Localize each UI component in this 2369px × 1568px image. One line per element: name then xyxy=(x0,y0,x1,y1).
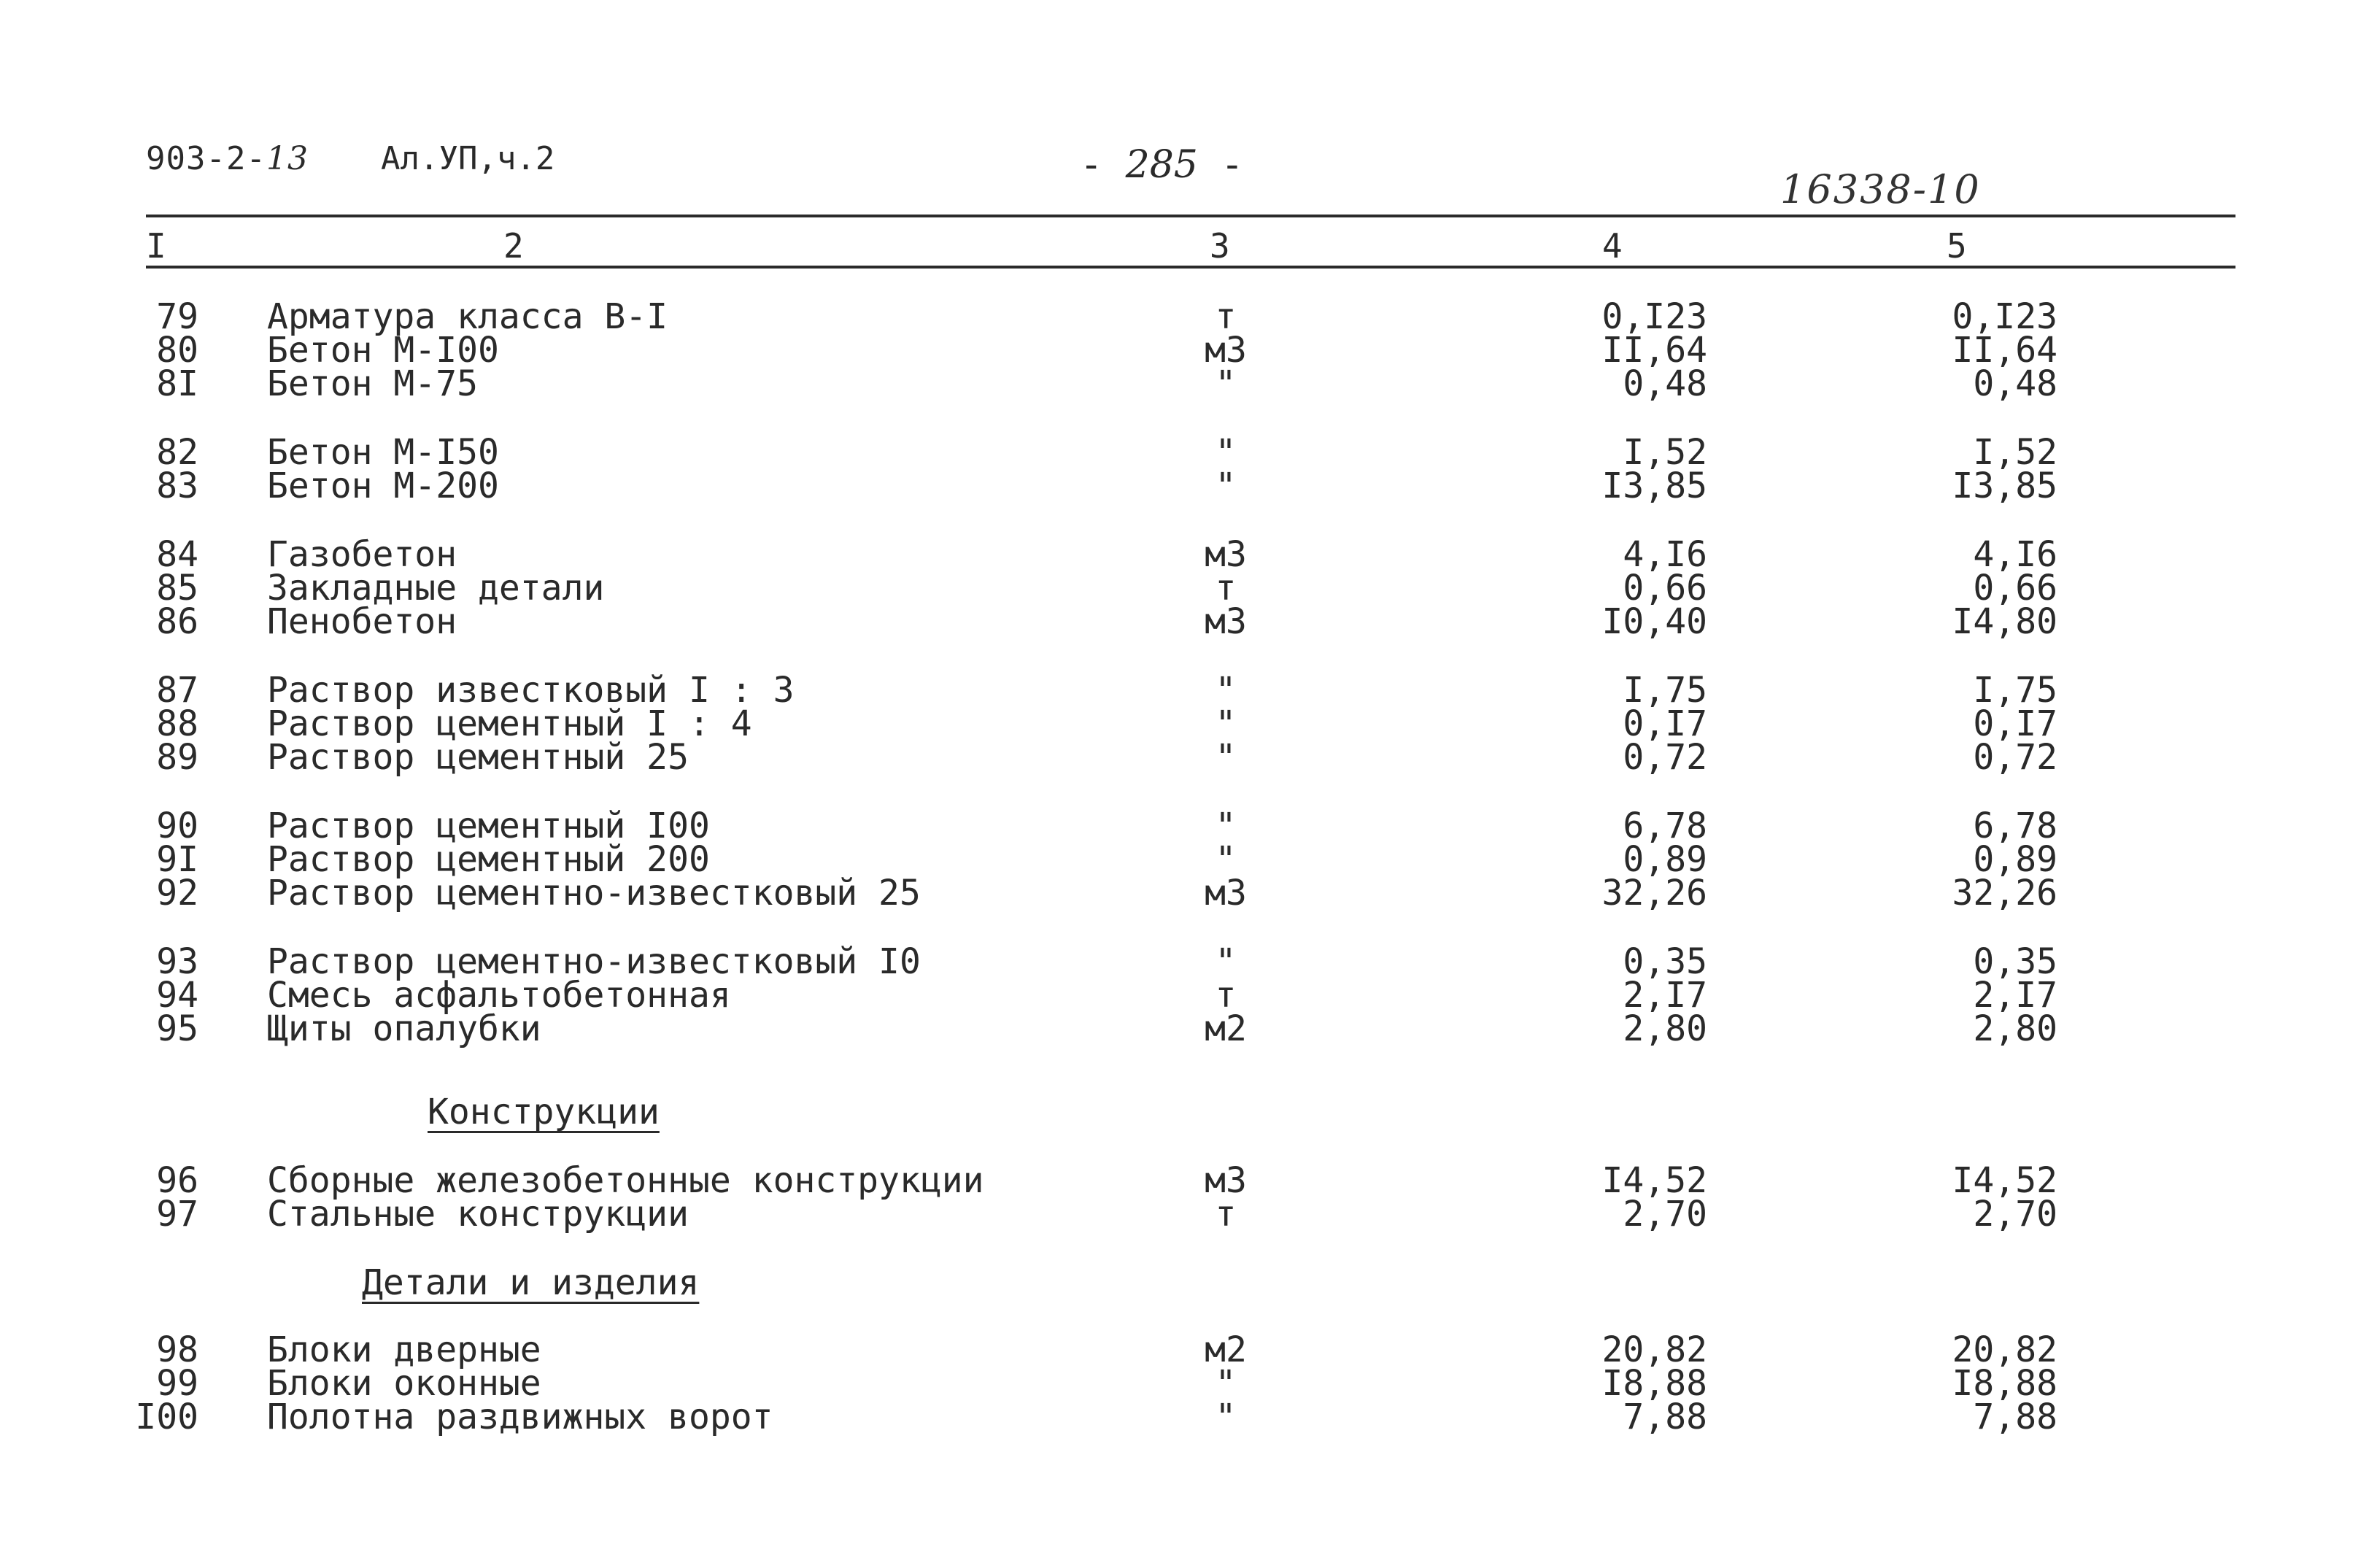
row-unit: " xyxy=(1215,806,1237,846)
table-row xyxy=(0,601,2369,642)
row-unit: м3 xyxy=(1205,534,1247,575)
row-name: Раствор цементный I : 4 xyxy=(267,703,752,744)
row-value-4: I,52 xyxy=(1623,432,1707,473)
row-value-4: 0,66 xyxy=(1623,568,1707,609)
row-number: 99 xyxy=(156,1363,198,1404)
row-value-5: 0,48 xyxy=(1973,363,2057,404)
row-value-4: I3,85 xyxy=(1601,466,1707,506)
table-row xyxy=(0,873,2369,914)
row-number: 95 xyxy=(156,1008,198,1049)
row-number: 94 xyxy=(156,975,198,1016)
row-value-5: 0,35 xyxy=(1973,941,2057,982)
row-value-4: 6,78 xyxy=(1623,806,1707,846)
row-unit: " xyxy=(1215,737,1237,778)
table-row xyxy=(0,534,2369,575)
row-value-5: 0,72 xyxy=(1973,737,2057,778)
row-unit: " xyxy=(1215,363,1237,404)
table-row xyxy=(0,1363,2369,1404)
row-name: Бетон М-200 xyxy=(267,466,499,506)
row-name: Раствор цементно-известковый I0 xyxy=(267,941,921,982)
row-name: Закладные детали xyxy=(267,568,605,609)
row-value-4: 32,26 xyxy=(1601,873,1707,914)
row-unit: м2 xyxy=(1205,1329,1247,1370)
row-value-5: I4,80 xyxy=(1952,601,2057,642)
document-code xyxy=(146,140,309,177)
row-value-4: 0,I7 xyxy=(1623,703,1707,744)
table-row xyxy=(0,839,2369,880)
table-row xyxy=(0,975,2369,1016)
row-value-4: 2,I7 xyxy=(1623,975,1707,1016)
page-number-value: 285 xyxy=(1125,143,1198,187)
row-unit: м2 xyxy=(1205,1008,1247,1049)
row-unit: " xyxy=(1215,466,1237,506)
table-row xyxy=(0,670,2369,711)
row-value-4: 2,70 xyxy=(1623,1194,1707,1235)
row-value-5: 2,70 xyxy=(1973,1194,2057,1235)
column-header-3: 3 xyxy=(1210,226,1230,266)
column-header-4: 4 xyxy=(1602,226,1623,266)
row-name: Бетон М-75 xyxy=(267,363,478,404)
row-value-5: 0,I7 xyxy=(1973,703,2057,744)
row-number: 89 xyxy=(156,737,198,778)
row-unit: т xyxy=(1215,568,1237,609)
table-row xyxy=(0,1397,2369,1437)
row-value-5: II,64 xyxy=(1952,330,2057,371)
table-row xyxy=(0,806,2369,846)
row-number: 92 xyxy=(156,873,198,914)
table-top-rule xyxy=(146,215,2235,217)
row-number: 80 xyxy=(156,330,198,371)
row-value-4: 0,I23 xyxy=(1601,296,1707,337)
table-row xyxy=(0,1160,2369,1201)
row-unit: т xyxy=(1215,1194,1237,1235)
page-dash-left: - xyxy=(1080,143,1103,187)
row-name: Раствор известковый I : 3 xyxy=(267,670,795,711)
row-value-5: I8,88 xyxy=(1952,1363,2057,1404)
row-unit: " xyxy=(1215,1397,1237,1437)
row-value-5: 0,89 xyxy=(1973,839,2057,880)
row-value-5: 2,80 xyxy=(1973,1008,2057,1049)
row-value-4: 0,35 xyxy=(1623,941,1707,982)
column-header-2: 2 xyxy=(503,226,524,266)
row-number: 98 xyxy=(156,1329,198,1370)
row-name: Раствор цементный 25 xyxy=(267,737,689,778)
table-header-rule xyxy=(146,266,2235,269)
row-value-5: 0,66 xyxy=(1973,568,2057,609)
table-row xyxy=(0,1008,2369,1049)
section-heading-parts: Детали и изделия xyxy=(362,1262,700,1303)
row-unit: " xyxy=(1215,703,1237,744)
row-unit: " xyxy=(1215,839,1237,880)
row-name: Раствор цементный 200 xyxy=(267,839,710,880)
row-number: 86 xyxy=(156,601,198,642)
row-number: 85 xyxy=(156,568,198,609)
row-value-5: 32,26 xyxy=(1952,873,2057,914)
row-name: Пенобетон xyxy=(267,601,457,642)
row-unit: м3 xyxy=(1205,330,1247,371)
row-value-5: 6,78 xyxy=(1973,806,2057,846)
row-number: 84 xyxy=(156,534,198,575)
row-value-4: 4,I6 xyxy=(1623,534,1707,575)
row-value-4: I,75 xyxy=(1623,670,1707,711)
album-reference: Ал.УП,ч.2 xyxy=(381,140,555,177)
row-unit: м3 xyxy=(1205,1160,1247,1201)
table-row xyxy=(0,703,2369,744)
row-name: Бетон М-I50 xyxy=(267,432,499,473)
row-number: 82 xyxy=(156,432,198,473)
row-value-5: I4,52 xyxy=(1952,1160,2057,1201)
row-value-5: 2,I7 xyxy=(1973,975,2057,1016)
row-unit: " xyxy=(1215,941,1237,982)
document-code-prefix: 903-2- xyxy=(146,140,266,177)
row-number: 8I xyxy=(156,363,198,404)
row-number: 97 xyxy=(156,1194,198,1235)
row-name: Стальные конструкции xyxy=(267,1194,689,1235)
section-heading-structures: Конструкции xyxy=(428,1092,660,1132)
row-number: 96 xyxy=(156,1160,198,1201)
row-name: Полотна раздвижных ворот xyxy=(267,1397,773,1437)
row-value-4: I0,40 xyxy=(1601,601,1707,642)
page-dash-right: - xyxy=(1221,143,1244,187)
row-value-4: 0,89 xyxy=(1623,839,1707,880)
row-number: 93 xyxy=(156,941,198,982)
table-row xyxy=(0,432,2369,473)
table-row xyxy=(0,330,2369,371)
row-number: 87 xyxy=(156,670,198,711)
row-name: Смесь асфальтобетонная xyxy=(267,975,731,1016)
row-name: Бетон М-I00 xyxy=(267,330,499,371)
row-value-5: 20,82 xyxy=(1952,1329,2057,1370)
row-unit: м3 xyxy=(1205,873,1247,914)
row-value-4: 0,72 xyxy=(1623,737,1707,778)
row-name: Арматура класса В-I xyxy=(267,296,668,337)
row-number: 83 xyxy=(156,466,198,506)
table-row xyxy=(0,1329,2369,1370)
row-name: Раствор цементный I00 xyxy=(267,806,710,846)
table-row xyxy=(0,737,2369,778)
row-name: Щиты опалубки xyxy=(267,1008,541,1049)
row-value-4: 0,48 xyxy=(1623,363,1707,404)
row-value-4: 7,88 xyxy=(1623,1397,1707,1437)
row-value-4: II,64 xyxy=(1601,330,1707,371)
row-name: Блоки оконные xyxy=(267,1363,541,1404)
row-name: Сборные железобетонные конструкции xyxy=(267,1160,984,1201)
row-value-4: I4,52 xyxy=(1601,1160,1707,1201)
table-row xyxy=(0,296,2369,337)
row-name: Раствор цементно-известковый 25 xyxy=(267,873,921,914)
table-row xyxy=(0,363,2369,404)
table-row xyxy=(0,568,2369,609)
row-number: I00 xyxy=(135,1397,198,1437)
row-unit: " xyxy=(1215,432,1237,473)
row-unit: " xyxy=(1215,670,1237,711)
row-value-4: 20,82 xyxy=(1601,1329,1707,1370)
document-code-handwritten: 13 xyxy=(266,140,309,177)
row-value-5: I3,85 xyxy=(1952,466,2057,506)
table-row xyxy=(0,466,2369,506)
row-unit: т xyxy=(1215,296,1237,337)
row-number: 79 xyxy=(156,296,198,337)
row-value-5: 7,88 xyxy=(1973,1397,2057,1437)
column-header-1: I xyxy=(146,226,166,266)
row-value-5: 4,I6 xyxy=(1973,534,2057,575)
row-name: Блоки дверные xyxy=(267,1329,541,1370)
row-value-5: 0,I23 xyxy=(1952,296,2057,337)
row-number: 9I xyxy=(156,839,198,880)
table-row xyxy=(0,1194,2369,1235)
row-number: 90 xyxy=(156,806,198,846)
row-unit: т xyxy=(1215,975,1237,1016)
row-value-4: 2,80 xyxy=(1623,1008,1707,1049)
row-unit: " xyxy=(1215,1363,1237,1404)
row-unit: м3 xyxy=(1205,601,1247,642)
registration-number: 16338-10 xyxy=(1780,166,1981,212)
table-row xyxy=(0,941,2369,982)
page-number xyxy=(1080,143,1244,187)
row-value-5: I,75 xyxy=(1973,670,2057,711)
row-number: 88 xyxy=(156,703,198,744)
column-header-5: 5 xyxy=(1947,226,1967,266)
row-value-4: I8,88 xyxy=(1601,1363,1707,1404)
row-name: Газобетон xyxy=(267,534,457,575)
row-value-5: I,52 xyxy=(1973,432,2057,473)
